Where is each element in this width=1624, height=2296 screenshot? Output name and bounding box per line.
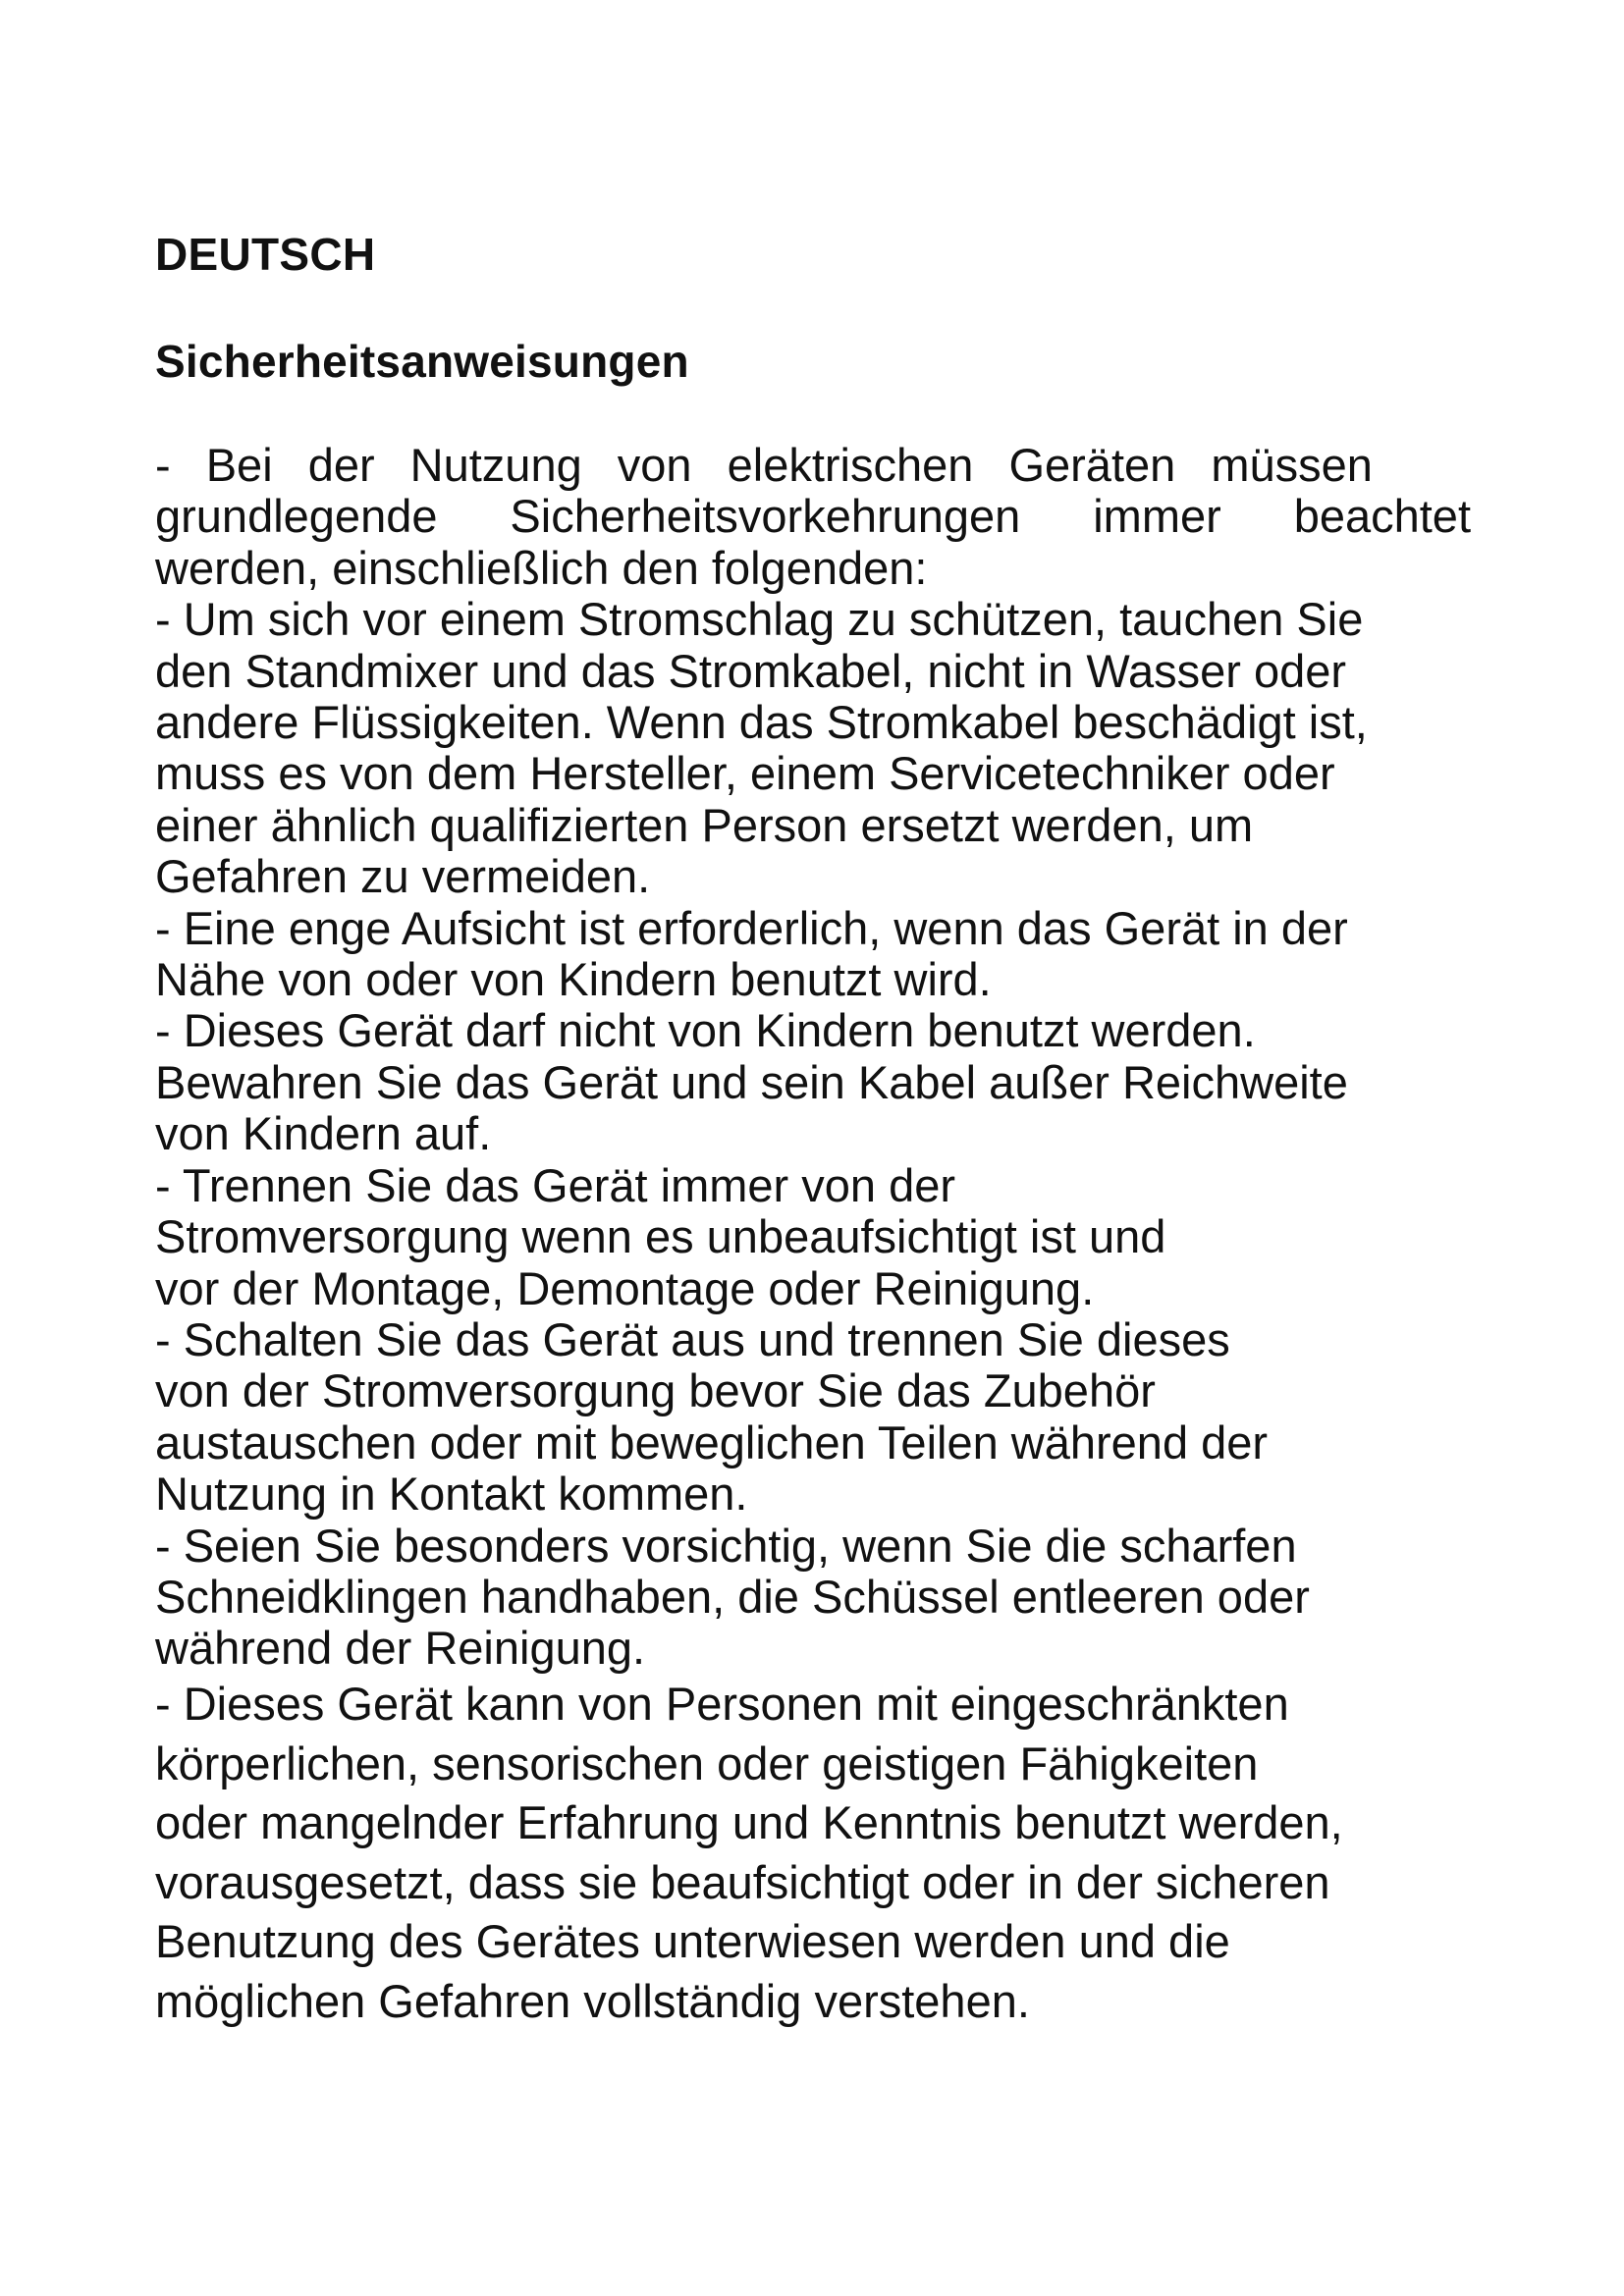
- text-line: Nutzung in Kontakt kommen.: [155, 1468, 748, 1521]
- text-line: andere Flüssigkeiten. Wenn das Stromkabel beschädigt ist,: [155, 696, 1368, 749]
- text-line: oder mangelnder Erfahrung und Kenntnis benutzt werden,: [155, 1796, 1343, 1848]
- text-line: - Seien Sie besonders vorsichtig, wenn Sie die scharfen: [155, 1519, 1297, 1572]
- text-line: - Schalten Sie das Gerät aus und trennen Sie dieses: [155, 1312, 1230, 1365]
- text-line: vor der Montage, Demontage oder Reinigung.: [155, 1261, 1095, 1314]
- text-line: - Dieses Gerät darf nicht von Kindern benutzt werden.: [155, 1004, 1256, 1057]
- text-line: grundlegende Sicherheitsvorkehrungen immer beachtet: [155, 490, 1471, 543]
- text-line: den Standmixer und das Stromkabel, nicht in Wasser oder: [155, 644, 1347, 697]
- language-heading: DEUTSCH: [155, 229, 376, 280]
- text-line: von der Stromversorgung bevor Sie das Zubehör: [155, 1364, 1156, 1417]
- text-line: - Um sich vor einem Stromschlag zu schützen, tauchen Sie: [155, 593, 1364, 646]
- text-line: während der Reinigung.: [155, 1622, 646, 1675]
- text-line: körperlichen, sensorischen oder geistigen Fähigkeiten: [155, 1736, 1259, 1789]
- text-line: Schneidklingen handhaben, die Schüssel entleeren oder: [155, 1570, 1310, 1623]
- text-line: - Dieses Gerät kann von Personen mit eingeschränkten: [155, 1678, 1289, 1730]
- text-line: Gefahren zu vermeiden.: [155, 850, 651, 903]
- text-line: möglichen Gefahren vollständig verstehen.: [155, 1974, 1030, 2027]
- safety-instructions-text-final: [155, 1675, 1432, 2031]
- text-line: von Kindern auf.: [155, 1107, 492, 1160]
- text-line: einer ähnlich qualifizierten Person ersetzt werden, um: [155, 798, 1254, 851]
- safety-instructions-text: [155, 439, 1471, 1675]
- text-line: - Trennen Sie das Gerät immer von der: [155, 1158, 956, 1211]
- text-line: austauschen oder mit beweglichen Teilen während der: [155, 1415, 1269, 1468]
- text-line: Stromversorgung wenn es unbeaufsichtigt ist und: [155, 1210, 1166, 1263]
- section-heading: Sicherheitsanweisungen: [155, 336, 689, 387]
- text-line: muss es von dem Hersteller, einem Servicetechniker oder: [155, 747, 1335, 800]
- text-line: - Eine enge Aufsicht ist erforderlich, wenn das Gerät in der: [155, 901, 1348, 954]
- text-line: - Bei der Nutzung von elektrischen Geräten müssen: [155, 439, 1373, 491]
- text-line: werden, einschließlich den folgenden:: [155, 541, 928, 594]
- text-line: Benutzung des Gerätes unterwiesen werden und die: [155, 1915, 1230, 1967]
- text-line: Bewahren Sie das Gerät und sein Kabel außer Reichweite: [155, 1055, 1348, 1108]
- text-line: vorausgesetzt, dass sie beaufsichtigt oder in der sicheren: [155, 1855, 1330, 1908]
- text-line: Nähe von oder von Kindern benutzt wird.: [155, 953, 992, 1006]
